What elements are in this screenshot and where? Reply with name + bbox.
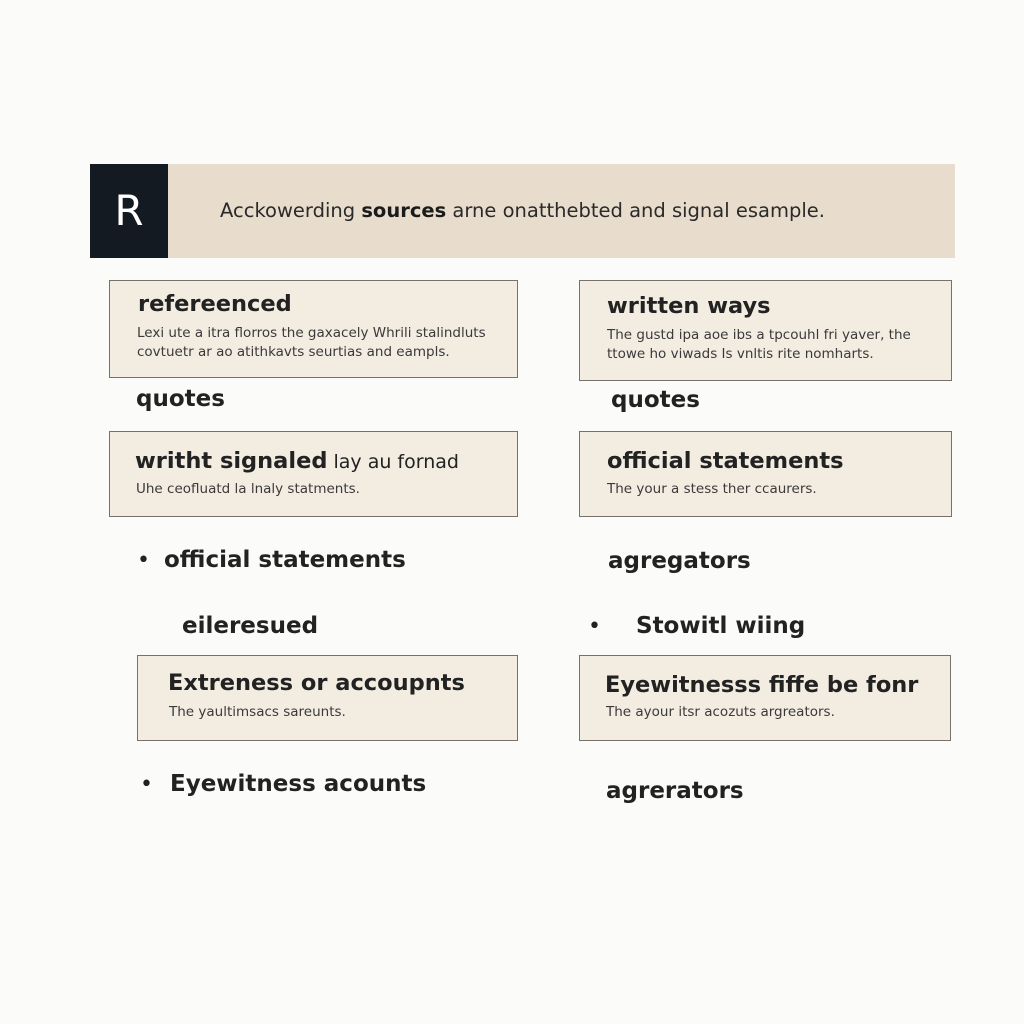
label-quotes-left: quotes — [136, 386, 225, 412]
bullet-marker: • — [588, 614, 601, 639]
card-title: refereenced — [138, 291, 292, 317]
card-title: written ways — [607, 293, 771, 319]
card-description: Uhe ceofluatd la lnaly statments. — [136, 481, 360, 497]
card-title — [135, 448, 459, 474]
card-title: official statements — [607, 448, 844, 474]
card-description: The ayour itsr acozuts argreators. — [606, 704, 835, 720]
label-agrerators: agrerators — [606, 778, 744, 804]
banner-text-start: Acckowerding — [220, 199, 362, 222]
card-extreness — [137, 655, 518, 741]
bullet-marker: • — [140, 772, 153, 797]
label-stowitl-wiing: Stowitl wiing — [636, 613, 806, 639]
card-official-statements — [579, 431, 952, 517]
card-writht-signaled — [109, 431, 518, 517]
card-description-line: ttowe ho viwads Is vnltis rite nomharts. — [607, 346, 874, 362]
label-eyewitness-acounts: Eyewitness acounts — [170, 771, 427, 797]
logo-badge: R — [90, 164, 168, 258]
card-description-line: covtuetr ar ao atithkavts seurtias and eampls. — [137, 344, 450, 360]
card-description-line: Lexi ute a itra florros the gaxacely Whrili stalindluts — [137, 325, 486, 341]
card-refereenced — [109, 280, 518, 378]
header-banner — [90, 164, 955, 258]
card-title-bold: writht signaled — [135, 448, 328, 474]
banner-heading — [220, 164, 940, 258]
card-description-line: The gustd ipa aoe ibs a tpcouhl fri yaver, the — [607, 327, 911, 343]
card-eyewitnesss — [579, 655, 951, 741]
bullet-marker: • — [137, 548, 150, 573]
card-written-ways — [579, 280, 952, 381]
card-description: The your a stess ther ccaurers. — [607, 481, 817, 497]
card-title: Eyewitnesss fiffe be fonr — [605, 672, 919, 698]
label-eileresued: eileresued — [182, 613, 319, 639]
banner-text-end: arne onatthebted and signal esample. — [446, 199, 825, 222]
card-title: Extreness or accoupnts — [168, 670, 465, 696]
banner-text-emphasis: sources — [361, 199, 447, 222]
label-official-statements: official statements — [164, 547, 406, 573]
card-description: The yaultimsacs sareunts. — [169, 704, 346, 720]
label-quotes-right: quotes — [611, 387, 700, 413]
card-title-light: lay au fornad — [327, 451, 459, 473]
card-description — [137, 324, 486, 362]
label-agregators: agregators — [608, 548, 751, 574]
card-description — [607, 326, 911, 364]
